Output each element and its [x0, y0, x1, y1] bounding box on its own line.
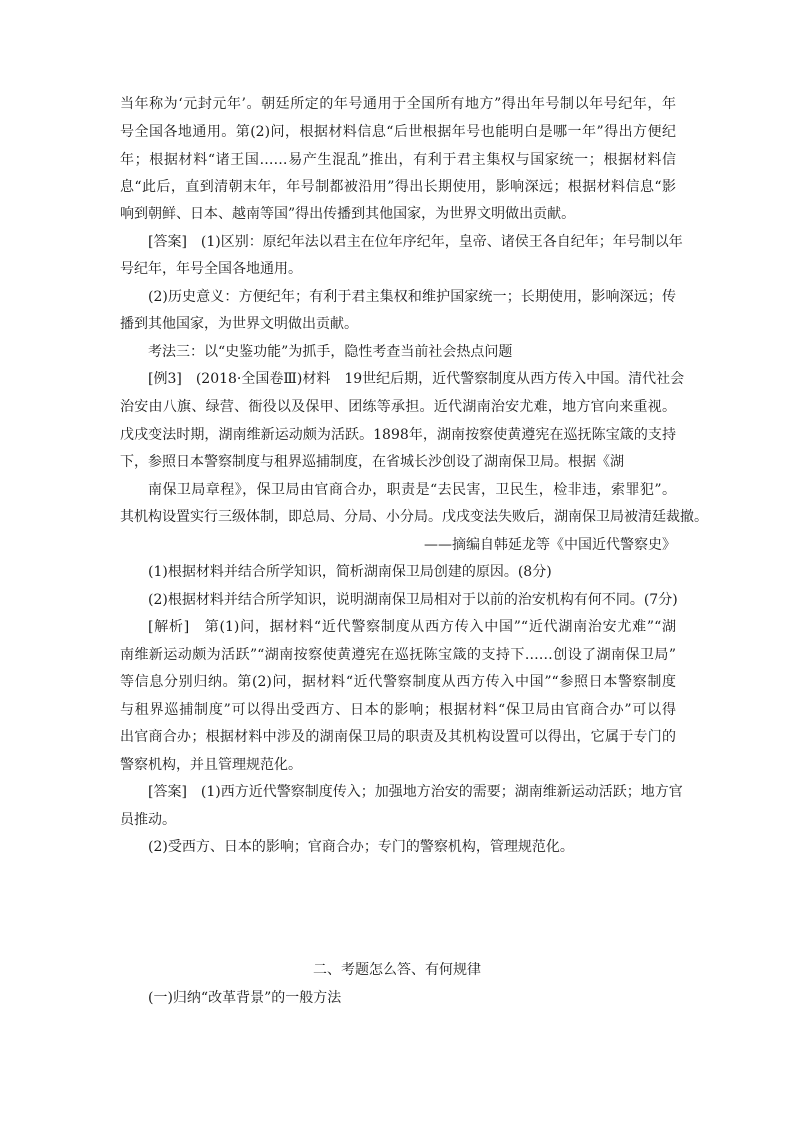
example-line: 南保卫局章程》，保卫局由官商合办，职责是“去民害，卫民生，检非违，索罪犯”。 [148, 482, 676, 498]
analysis-line: 等信息分别归纳。第(2)问，据材料“近代警察制度从西方传入中国”“参照日本警察制度 [120, 674, 676, 690]
answer-line: 号纪年，年号全国各地通用。 [120, 261, 302, 277]
example-line: 治安由八旗、绿营、衙役以及保甲、团练等承担。近代湖南治安尤难，地方官向来重视。 [120, 399, 676, 415]
text-line: 响到朝鲜、日本、越南等国”得出传播到其他国家，为世界文明做出贡献。 [120, 206, 576, 222]
method-heading: 考法三：以“史鉴功能”为抓手，隐性考查当前社会热点问题 [148, 344, 513, 360]
example-line: 戊戌变法时期，湖南维新运动颇为活跃。1898年，湖南按察使黄遵宪在巡抚陈宝箴的支持 [120, 427, 676, 443]
answer-line: 播到其他国家，为世界文明做出贡献。 [120, 316, 358, 332]
text-line: 号全国各地通用。第(2)问，根据材料信息“后世根据年号也能明白是哪一年”得出方便纪 [120, 124, 676, 140]
example-line: 其机构设置实行三级体制，即总局、分局、小分局。戊戌变法失败后，湖南保卫局被清廷裁撤。 [120, 509, 708, 525]
answer-line: [答案] (1)区别：原纪年法以君主在位年序纪年，皇帝、诸侯王各自纪年；年号制以年 [148, 234, 683, 250]
analysis-line: 与租界巡捕制度”可以得出受西方、日本的影响；根据材料“保卫局由官商合办”可以得 [120, 702, 676, 718]
section-heading: 二、考题怎么答、有何规律 [313, 962, 481, 978]
answer-line: [答案] (1)西方近代警察制度传入；加强地方治安的需要；湖南维新运动活跃；地方官 [148, 784, 683, 800]
text-line: 当年称为‘元封元年’。朝廷所定的年号通用于全国所有地方”得出年号制以年号纪年，年 [120, 96, 676, 112]
example-line: [例3] (2018·全国卷Ⅲ)材料 19世纪后期，近代警察制度从西方传入中国。清代社会 [148, 371, 685, 387]
subsection-heading: (一)归纳“改革背景”的一般方法 [148, 990, 342, 1006]
example-line: 下，参照日本警察制度与租界巡捕制度，在省城长沙创设了湖南保卫局。根据《湖 [120, 454, 624, 470]
source-citation: ——摘编自韩延龙等《中国近代警察史》 [424, 537, 676, 553]
analysis-line: 出官商合办；根据材料中涉及的湖南保卫局的职责及其机构设置可以得出，它属于专门的 [120, 729, 676, 745]
analysis-line: 警察机构，并且管理规范化。 [120, 757, 302, 773]
answer-line: (2)受西方、日本的影响；官商合办；专门的警察机构，管理规范化。 [148, 839, 574, 855]
answer-line: 员推动。 [120, 812, 176, 828]
analysis-line: [解析] 第(1)问，据材料“近代警察制度从西方传入中国”“近代湖南治安尤难”“湖 [148, 619, 676, 635]
analysis-line: 南维新运动颇为活跃”“湖南按察使黄遵宪在巡抚陈宝箴的支持下……创设了湖南保卫局” [120, 647, 676, 663]
text-line: 年；根据材料“诸王国……易产生混乱”推出，有利于君主集权与国家统一；根据材料信 [120, 152, 676, 168]
text-line: 息“此后，直到清朝末年，年号制都被沿用”得出长期使用，影响深远；根据材料信息“影 [120, 179, 676, 195]
answer-line: (2)历史意义：方便纪年；有利于君主集权和维护国家统一；长期使用，影响深远；传 [148, 289, 676, 305]
question-1: (1)根据材料并结合所学知识，简析湖南保卫局创建的原因。(8分) [148, 564, 552, 580]
question-2: (2)根据材料并结合所学知识，说明湖南保卫局相对于以前的治安机构有何不同。(7分) [148, 592, 678, 608]
